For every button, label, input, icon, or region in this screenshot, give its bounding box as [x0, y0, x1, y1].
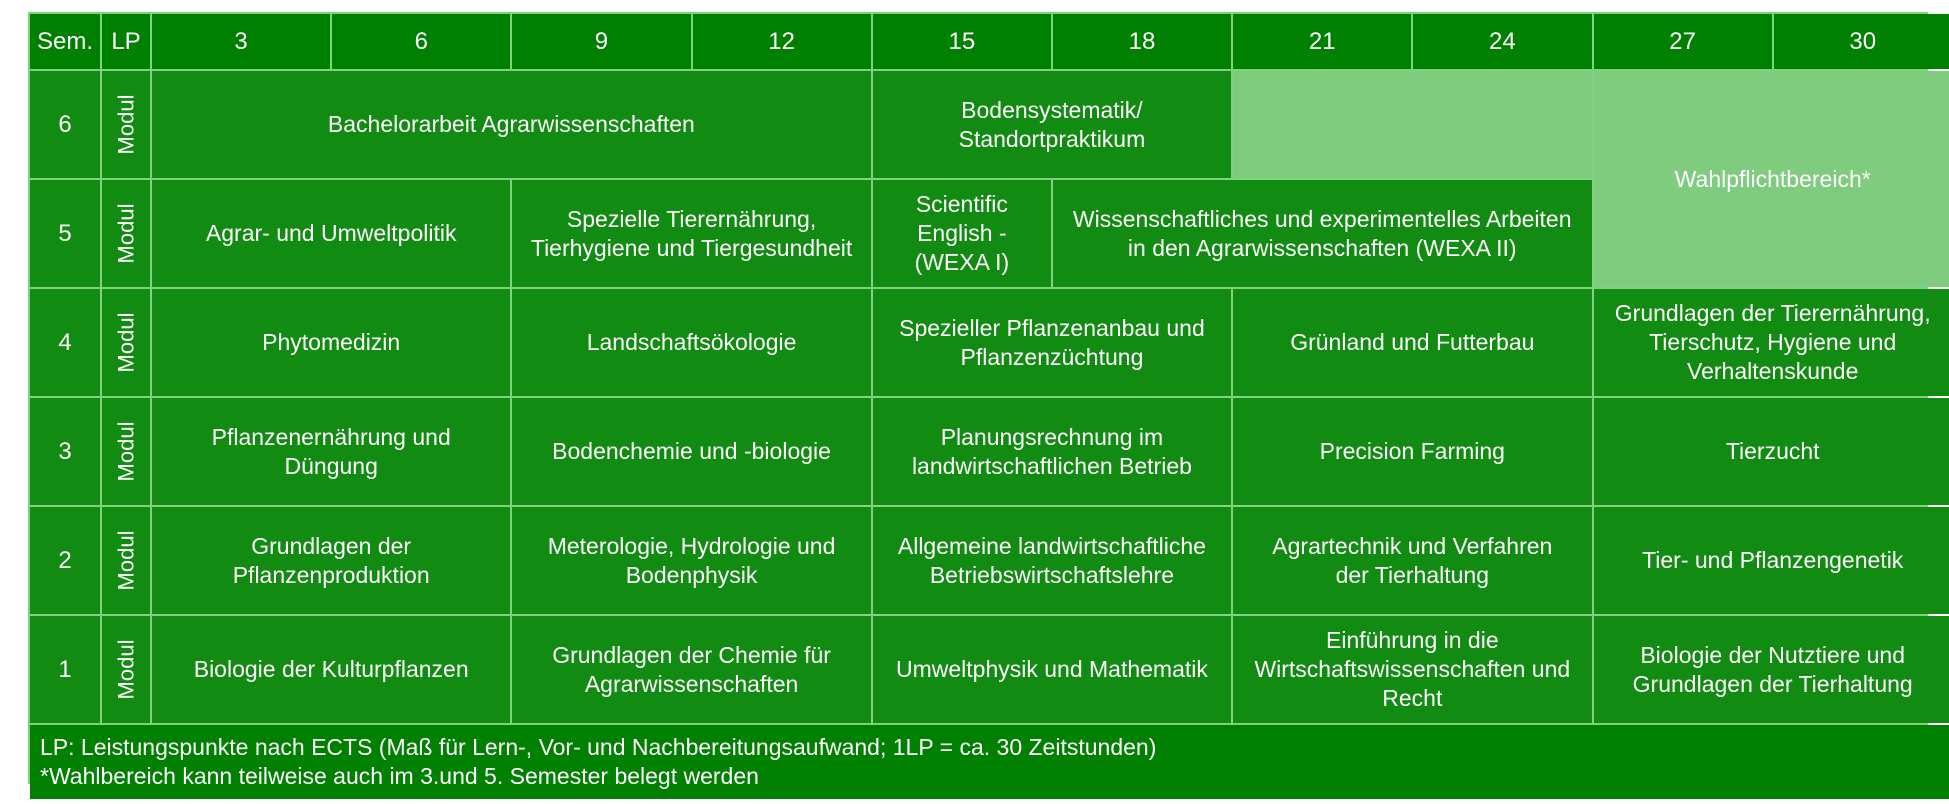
module-cell: Pflanzenernährung und Düngung [152, 398, 510, 505]
header-semester: Sem. [30, 14, 100, 69]
modul-label: Modul [102, 71, 150, 178]
modul-label: Modul [102, 398, 150, 505]
header-credit-24: 24 [1413, 14, 1591, 69]
module-cell: Precision Farming [1233, 398, 1591, 505]
module-cell: Bodenchemie und -biologie [512, 398, 870, 505]
module-cell: Spezieller Pflanzenanbau und Pflanzenzüchtung [873, 289, 1231, 396]
header-credit-30: 30 [1774, 14, 1949, 69]
semester-number: 2 [30, 507, 100, 614]
module-cell: Spezielle Tierernährung, Tierhygiene und Tiergesundheit [512, 180, 870, 287]
module-cell: Umweltphysik und Mathematik [873, 616, 1231, 723]
module-cell: Einführung in die Wirtschaftswissenschaften und Recht [1233, 616, 1591, 723]
module-cell: Bodensystematik/ Standortpraktikum [873, 71, 1231, 178]
header-credit-15: 15 [873, 14, 1051, 69]
legend-elective-note: *Wahlbereich kann teilweise auch im 3.und 5. Semester belegt werden [40, 763, 759, 789]
module-cell: Agrar- und Umweltpolitik [152, 180, 510, 287]
module-cell: Meterologie, Hydrologie und Bodenphysik [512, 507, 870, 614]
header-credit-3: 3 [152, 14, 330, 69]
module-cell: Grundlagen der Pflanzenproduktion [152, 507, 510, 614]
module-cell: Planungsrechnung im landwirtschaftlichen Betrieb [873, 398, 1231, 505]
module-cell: Bachelorarbeit Agrarwissenschaften [152, 71, 871, 178]
module-cell: Scientific English - (WEXA I) [873, 180, 1051, 287]
module-cell: Biologie der Kulturpflanzen [152, 616, 510, 723]
elective-area-extension [1233, 71, 1591, 178]
modul-label: Modul [102, 289, 150, 396]
modul-label: Modul [102, 616, 150, 723]
semester-number: 5 [30, 180, 100, 287]
modul-label: Modul [102, 180, 150, 287]
header-credit-12: 12 [693, 14, 871, 69]
module-cell: Biologie der Nutztiere und Grundlagen der Tierhaltung [1594, 616, 1949, 723]
module-cell: Allgemeine landwirtschaftliche Betriebswirtschaftslehre [873, 507, 1231, 614]
semester-number: 6 [30, 71, 100, 178]
semester-number: 1 [30, 616, 100, 723]
module-cell: Tier- und Pflanzengenetik [1594, 507, 1949, 614]
module-cell: Phytomedizin [152, 289, 510, 396]
module-cell: Wissenschaftliches und experimentelles Arbeiten in den Agrarwissenschaften (WEXA II) [1053, 180, 1592, 287]
module-cell: Grünland und Futterbau [1233, 289, 1591, 396]
legend-footer [30, 725, 1949, 799]
module-cell: Tierzucht [1594, 398, 1949, 505]
legend-lp-note: LP: Leistungspunkte nach ECTS (Maß für Lern-, Vor- und Nachbereitungsaufwand; 1LP = ca. 30 Zeitstunden) [40, 734, 1157, 760]
module-cell: Landschaftsökologie [512, 289, 870, 396]
header-credit-18: 18 [1053, 14, 1231, 69]
elective-area: Wahlpflichtbereich* [1594, 71, 1949, 287]
header-lp: LP [102, 14, 150, 69]
study-plan-table [28, 12, 1931, 789]
header-credit-9: 9 [512, 14, 690, 69]
module-cell: Agrartechnik und Verfahren der Tierhaltung [1233, 507, 1591, 614]
semester-number: 3 [30, 398, 100, 505]
module-cell: Grundlagen der Tierernährung, Tierschutz, Hygiene und Verhaltenskunde [1594, 289, 1949, 396]
header-credit-21: 21 [1233, 14, 1411, 69]
module-cell: Grundlagen der Chemie für Agrarwissenschaften [512, 616, 870, 723]
semester-number: 4 [30, 289, 100, 396]
header-credit-6: 6 [332, 14, 510, 69]
header-credit-27: 27 [1594, 14, 1772, 69]
modul-label: Modul [102, 507, 150, 614]
